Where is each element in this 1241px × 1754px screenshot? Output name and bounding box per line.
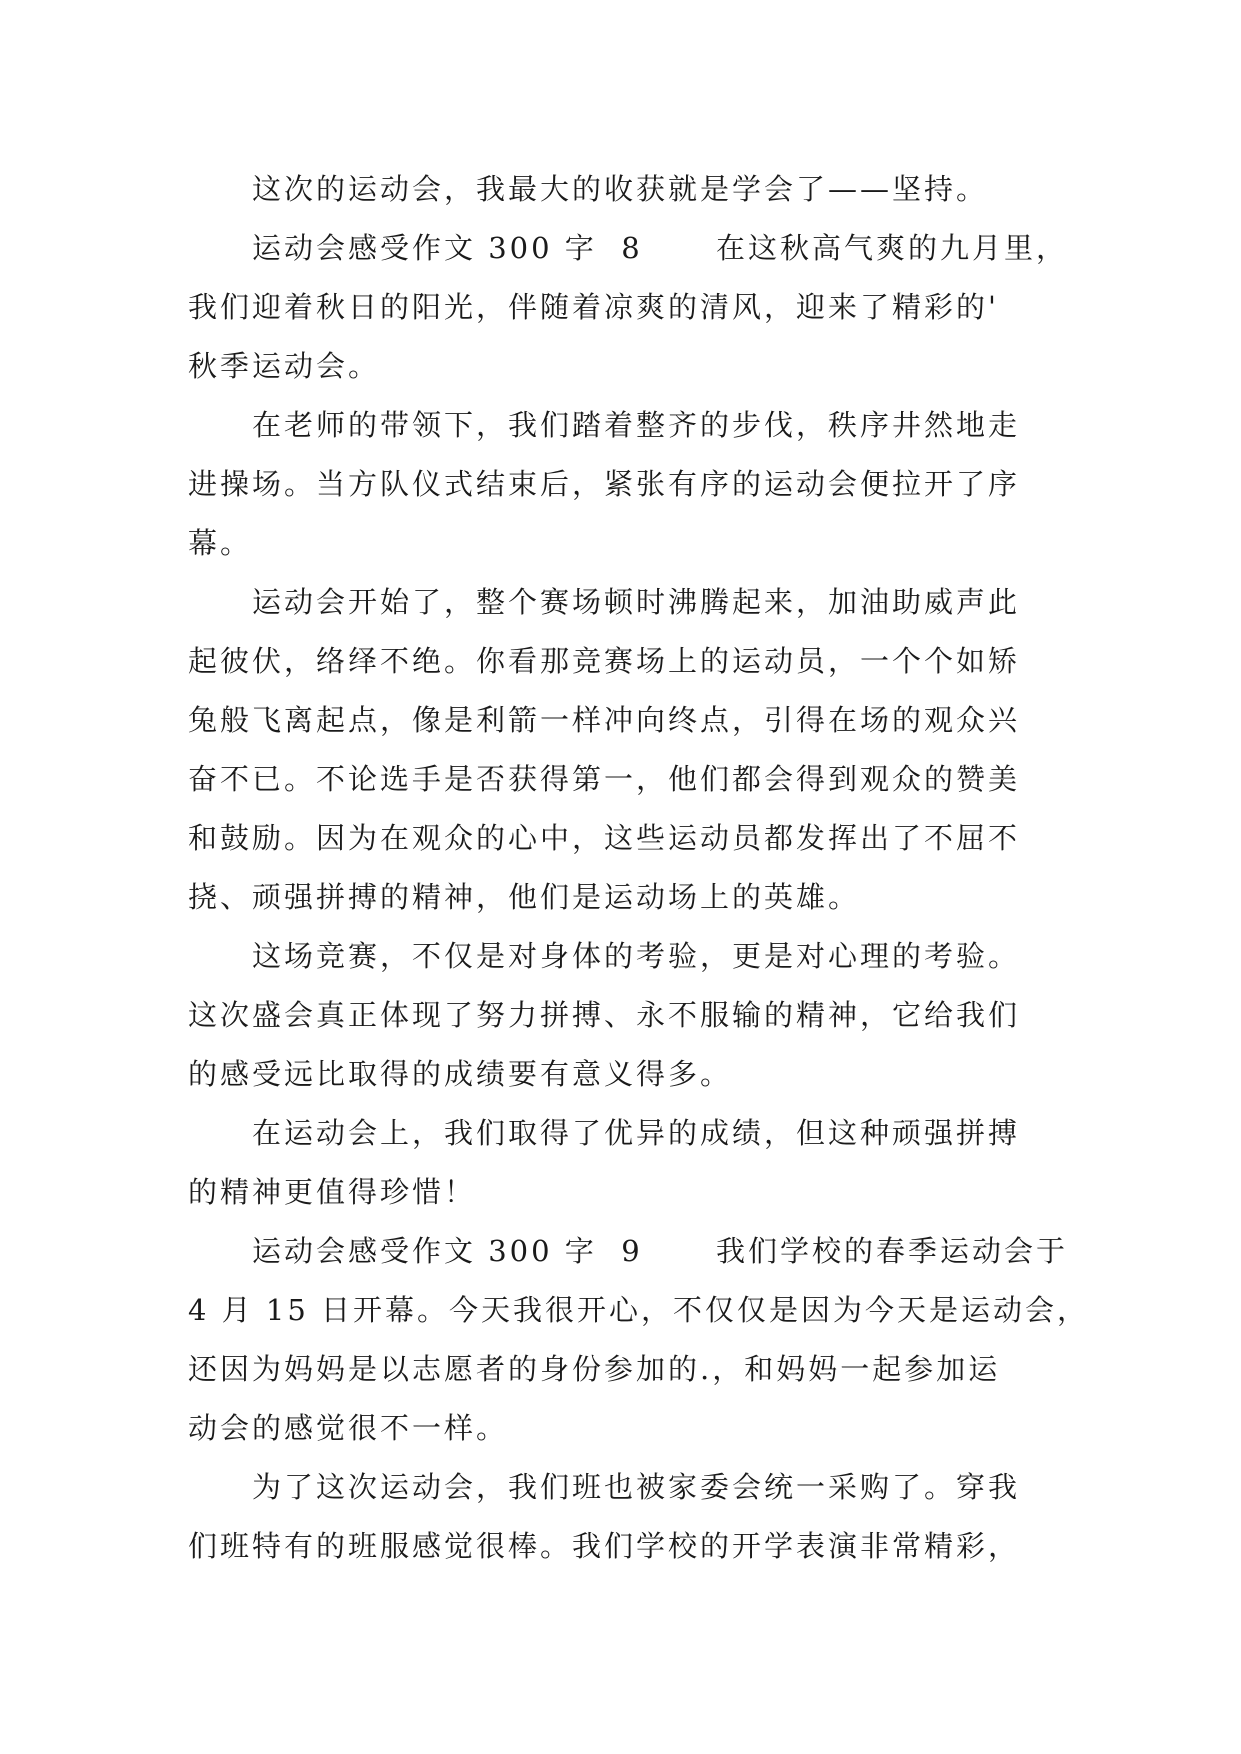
text-line: 和鼓励。因为在观众的心中，这些运动员都发挥出了不屈不 (188, 821, 1021, 855)
text-line: 我们迎着秋日的阳光，伴随着凉爽的清风，迎来了精彩的' (188, 290, 999, 324)
text-line: 动会的感觉很不一样。 (188, 1411, 509, 1445)
text-line: 运动会开始了，整个赛场顿时沸腾起来，加油助威声此 (252, 585, 1021, 619)
text-line: 4 月 15 日开幕。今天我很开心，不仅仅是因为今天是运动会， (188, 1293, 1090, 1327)
text-line: 兔般飞离起点，像是利箭一样冲向终点，引得在场的观众兴 (188, 703, 1021, 737)
text-line: 奋不已。不论选手是否获得第一，他们都会得到观众的赞美 (188, 762, 1021, 796)
text-line: 秋季运动会。 (188, 349, 381, 383)
text-line: 运动会感受作文 300 字 9 我们学校的春季运动会于 (252, 1234, 1068, 1268)
text-line: 起彼伏，络绎不绝。你看那竞赛场上的运动员，一个个如矫 (188, 644, 1021, 678)
text-line: 运动会感受作文 300 字 8 在这秋高气爽的九月里， (252, 231, 1068, 265)
text-line: 这次的运动会，我最大的收获就是学会了——坚持。 (252, 172, 989, 206)
text-line: 幕。 (188, 526, 253, 560)
text-line: 挠、顽强拼搏的精神，他们是运动场上的英雄。 (188, 880, 861, 914)
text-line: 在运动会上，我们取得了优异的成绩，但这种顽强拼搏 (252, 1116, 1021, 1150)
text-line: 的感受远比取得的成绩要有意义得多。 (188, 1057, 733, 1091)
text-line: 在老师的带领下，我们踏着整齐的步伐，秩序井然地走 (252, 408, 1021, 442)
text-line: 的精神更值得珍惜！ (188, 1175, 477, 1209)
document-body (188, 160, 1090, 1576)
text-line: 还因为妈妈是以志愿者的身份参加的.，和妈妈一起参加运 (188, 1352, 1001, 1386)
text-line: 进操场。当方队仪式结束后，紧张有序的运动会便拉开了序 (188, 467, 1021, 501)
text-line: 们班特有的班服感觉很棒。我们学校的开学表演非常精彩， (188, 1529, 1021, 1563)
text-line: 这场竞赛，不仅是对身体的考验，更是对心理的考验。 (252, 939, 1021, 973)
text-line: 这次盛会真正体现了努力拼搏、永不服输的精神，它给我们 (188, 998, 1021, 1032)
text-line: 为了这次运动会，我们班也被家委会统一采购了。穿我 (252, 1470, 1021, 1504)
